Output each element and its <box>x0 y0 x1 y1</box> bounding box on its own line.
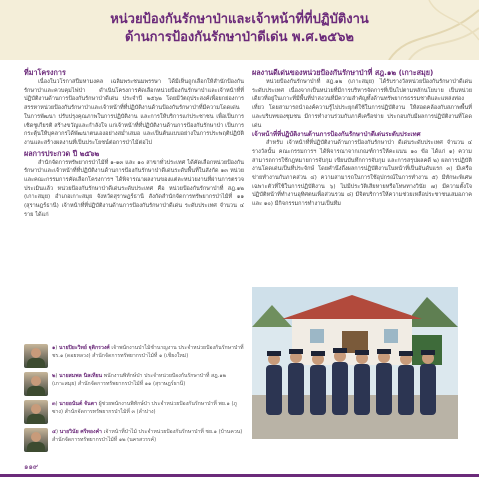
winner-item <box>24 428 244 454</box>
section-heading-unit-achievement: ผลงานดีเด่นของหน่วยป้องกันรักษาป่าที่ สฎ.๑๒ (เกาะสมุย) <box>252 68 434 77</box>
title-banner <box>0 0 479 60</box>
paragraph-origin: เนื่องในวโรกาสปีมหามงคล เฉลิมพระชนมพรรษา ได้มีเห็นถูกเลือกให้สำนักป้องกันรักษาป่าและควบคุมไฟป่า ดำเนินโครงการคัดเลือกหน่วยป้องกันรักษาป่าและเจ้าหน้าที่ที่ปฏิบัติงานด้านการป้องกันรักษาป่าดีเด่น ประจำปี ๒๕๖๒ โดยมีวัตถุประสงค์เพื่อยกย่องการสรรหาหน่วยป้องกันรักษาป่าและเจ้าหน้าที่ที่ปฏิบัติงานด้านป้องกันรักษาป่าที่มีความโดดเด่นในการพัฒนา ปรับปรุงคุณภาพในการปฏิบัติงาน และการให้บริการแก่ประชาชน เพื่อเป็นการเชิดชูเกียรติ สร้างขวัญและกำลังใจ แก่เจ้าหน้าที่ที่ปฏิบัติงานด้านการป้องกันรักษาป่า เป็นการกระตุ้นให้บุคลากรได้พัฒนาตนเองอย่างสม่ำเสมอ และเป็นต้นแบบอย่างในการประพฤติปฏิบัติงานและสร้างผลงานที่เป็นประโยชน์ต่อการป่าไม้ต่อไป <box>24 79 244 146</box>
section-heading-results: ผลการประกวด ปี ๒๕๖๒ <box>24 148 100 158</box>
winner-item <box>24 344 244 370</box>
page-title-line1: หน่วยป้องกันรักษาป่าและเจ้าหน้าที่ที่ปฏิบัติงาน <box>110 12 369 27</box>
winner-text: ๔) นายวินัย ศรีทองคำ เจ้าหน้าที่ป่าไม้ ประจำหน่วยป้องกันรักษาป่าที่ ชย.๑ (บ้านควน) สำนักจัดการทรัพยากรป่าไม้ที่ ๑๒ (นครสวรรค์) <box>52 429 243 443</box>
right-column <box>252 68 472 209</box>
winner-number: ๒ <box>52 373 56 379</box>
winner-text: ๑) นายปิยะวิทย์ ฐุติกรวงศ์ เจ้าพนักงานป่าไม้ชำนาญงาน ประจำหน่วยป้องกันรักษาป่าที่ ชร.๑ (ดอยหลวง) สำนักจัดการทรัพยากรป่าไม้ที่ ๑ (เชียงใหม่) <box>52 345 244 359</box>
winner-name: นายปิยะวิทย์ ฐุติกรวงศ์ <box>58 345 110 351</box>
section-heading-origin: ที่มาโครงการ <box>24 68 66 77</box>
winner-number: ๓ <box>52 401 56 407</box>
winner-number: ๔ <box>52 429 56 435</box>
page-title-line2: ด้านการป้องกันรักษาป่าดีเด่น พ.ศ.๒๕๖๒ <box>125 30 354 45</box>
paragraph-unit-achievement: หน่วยป้องกันรักษาป่าที่ สฎ.๑๒ (เกาะสมุย) ได้รับรางวัลหน่วยป้องกันรักษาป่าดีเด่นระดับประเทศ เนื่องจากเป็นหน่วยที่มีการบริหารจัดการที่เป็นไปตามหลักนโยบาย เป็นหน่วยเดียวที่อยู่ในเกาะที่มีพื้นที่ป่าสงวนที่มีความสำคัญทั้งด้านทรัพยากรธรรมชาติและแหล่งท่องเที่ยว โดยสามารถนำองค์ความรู้ไปประยุกต์ใช้ในการปฏิบัติงาน ให้สอดคล้องกับสภาพพื้นที่และบริบทของชุมชน มีการทำงานร่วมกับภาคีเครือข่าย ประกอบกับมีผลการปฏิบัติงานที่โดดเด่น <box>252 79 472 129</box>
group-photo <box>252 287 458 439</box>
winner-text: ๒) นายสมพล นิลเทียน พนักงานพิทักษ์ป่า ประจำหน่วยป้องกันรักษาป่าที่ สฎ.๑๒ (เกาะสมุย) สำนักจัดการทรัพยากรป่าไม้ที่ ๑๑ (สุราษฎร์ธานี) <box>52 373 227 387</box>
page-number: ๑๑๙ <box>24 463 39 471</box>
winner-photo <box>24 344 48 368</box>
winner-name: นายสมพล นิลเทียน <box>59 373 103 379</box>
winner-description: เจ้าหน้าที่ป่าไม้ ประจำหน่วยป้องกันรักษาป่าที่ ชย.๑ (บ้านควน) สำนักจัดการทรัพยากรป่าไม้ที่ ๑๒ (นครสวรรค์) <box>52 429 243 443</box>
winner-item <box>24 372 244 398</box>
winner-description: เจ้าพนักงานป่าไม้ชำนาญงาน ประจำหน่วยป้องกันรักษาป่าที่ ชร.๑ (ดอยหลวง) สำนักจัดการทรัพยากรป่าไม้ที่ ๑ (เชียงใหม่) <box>52 345 244 359</box>
winner-photo <box>24 400 48 424</box>
winner-name: นายอนันต์ จันตา <box>59 401 97 407</box>
footer-rule <box>0 474 479 477</box>
section-heading-officers: เจ้าหน้าที่ที่ปฏิบัติงานด้านการป้องกันรักษาป่าดีเด่นระดับประเทศ <box>252 131 421 139</box>
winner-name: นายวินัย ศรีทองคำ <box>59 429 102 435</box>
winner-item <box>24 400 244 426</box>
winner-text: ๓) นายอนันต์ จันตา ผู้ช่วยพนักงานพิทักษ์ป่า ประจำหน่วยป้องกันรักษาป่าที่ พย.๑ (ภูซาง) สำนักจัดการทรัพยากรป่าไม้ที่ ๓ (ลำปาง) <box>52 401 237 415</box>
paragraph-officers: สำหรับ เจ้าหน้าที่ที่ปฏิบัติงานด้านการป้องกันรักษาป่า ดีเด่นระดับประเทศ จำนวน ๔ รางวัลนั้น คณะกรรมการฯ ได้พิจารณาจากเกณฑ์การให้คะแนน ๑๐ ข้อ ได้แก่ ๑) ความสามารถการใช้กฎหมายการจับกุม เขียนบันทึกการจับกุม และการสรุปผลคดี ๒) ผลการปฏิบัติงานโดดเด่นเป็นที่ประจักษ์ โดยคำนึงถึงผลการปฏิบัติงานในหน้าที่เป็นอันดับแรก ๓) มีเครือข่ายทำงานกับภาคส่วน ๔) ความสามารถในการใช้อุปกรณ์ในการทำงาน ๕) มีทักษะพิเศษเฉพาะตัวที่ใช้ในการปฏิบัติงาน ๖) ไม่มีประวัติเสียหายหรือโทษทางวินัย ๗) มีความตั้งใจปฏิบัติหน้าที่ทำงานอุทิศตนเพื่อส่วนรวม ๘) มีจิตบริการให้ความช่วยเหลือประชาชนเสมอภาค และ ๑๐) มีกิจกรรมการทำงานเป็นทีม <box>252 140 472 208</box>
left-column <box>24 68 244 220</box>
paragraph-results: สำนักจัดการทรัพยากรป่าไม้ที่ ๑-๑๓ และ ๑๐ สาขาทั่วประเทศ ได้คัดเลือกหน่วยป้องกันรักษาป่าและเจ้าหน้าที่ที่ปฏิบัติงานด้านการป้องกันรักษาป่าดีเด่นระดับพื้นที่ในสังกัด ๑๓ หน่วย และคณะกรรมการคัดเลือกโครงการฯ ได้พิจารณาผลงานของแต่ละหน่วยงานที่ผ่านการตรวจประเมินแล้ว หน่วยป้องกันรักษาป่าดีเด่นระดับประเทศ คือ หน่วยป้องกันรักษาป่าที่ สฎ.๑๒ (เกาะสมุย) อำเภอเกาะสมุย จังหวัดสุราษฎร์ธานี สังกัดสำนักจัดการทรัพยากรป่าไม้ที่ ๑๑ (สุราษฎร์ธานี) เจ้าหน้าที่ที่ปฏิบัติงานด้านการป้องกันรักษาป่าดีเด่น ระดับประเทศ จำนวน ๔ ราย ได้แก่ <box>24 159 244 218</box>
winner-photo <box>24 372 48 396</box>
winner-description: พนักงานพิทักษ์ป่า ประจำหน่วยป้องกันรักษาป่าที่ สฎ.๑๒ (เกาะสมุย) สำนักจัดการทรัพยากรป่าไม้ที่ ๑๑ (สุราษฎร์ธานี) <box>52 373 227 387</box>
winner-number: ๑ <box>52 345 56 351</box>
winner-description: ผู้ช่วยพนักงานพิทักษ์ป่า ประจำหน่วยป้องกันรักษาป่าที่ พย.๑ (ภูซาง) สำนักจัดการทรัพยากรป่าไม้ที่ ๓ (ลำปาง) <box>52 401 237 415</box>
winner-photo <box>24 428 48 452</box>
